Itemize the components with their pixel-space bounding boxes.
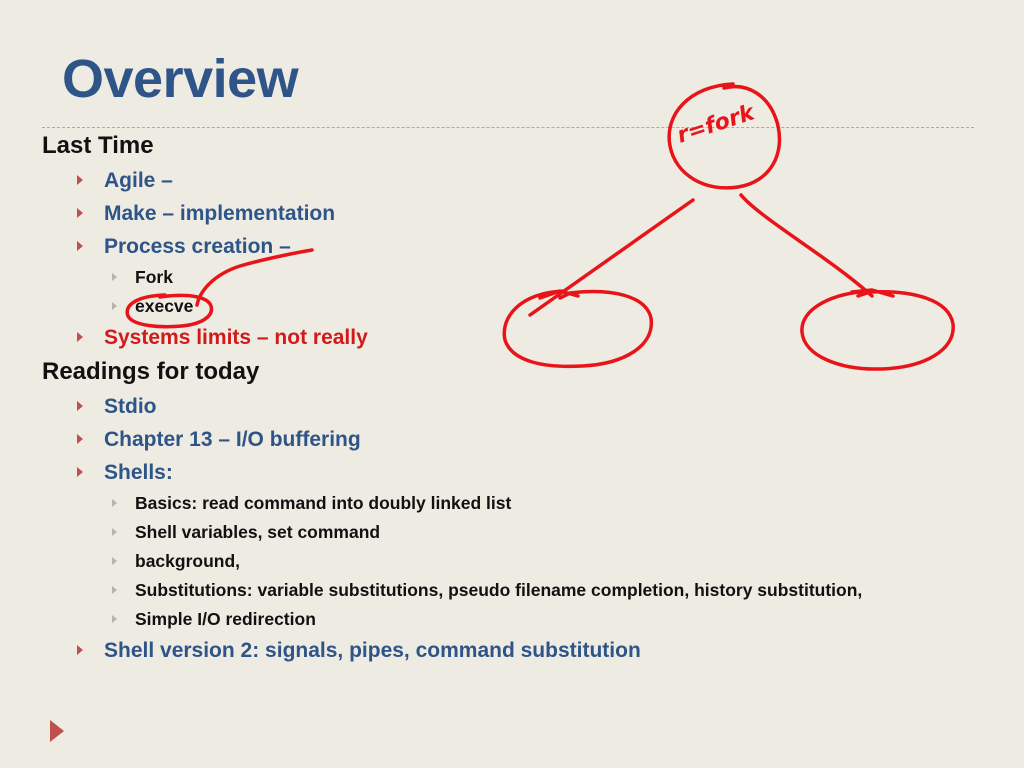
bullet-item bbox=[42, 164, 1002, 197]
bullet-arrow-icon bbox=[77, 332, 83, 342]
bullet-item bbox=[42, 456, 1002, 489]
bullet-item bbox=[42, 390, 1002, 423]
bullet-item bbox=[42, 321, 1002, 354]
sub-bullet-label: Basics: read command into doubly linked list bbox=[135, 493, 512, 513]
next-slide-arrow-icon bbox=[50, 720, 64, 742]
bullet-item bbox=[42, 197, 1002, 230]
sub-bullet-label: Fork bbox=[135, 267, 173, 287]
bullet-item bbox=[42, 423, 1002, 456]
sub-bullet-item bbox=[42, 489, 1002, 518]
sub-bullet-label: background, bbox=[135, 551, 241, 571]
slide-title: Overview bbox=[62, 49, 299, 109]
sub-bullet-label: Simple I/O redirection bbox=[135, 609, 316, 629]
bullet-arrow-icon bbox=[77, 241, 83, 251]
bullet-item bbox=[42, 230, 1002, 263]
bullet-label: Process creation – bbox=[104, 235, 291, 258]
sub-bullet-arrow-icon bbox=[112, 557, 117, 565]
sub-bullet-label: Shell variables, set command bbox=[135, 522, 381, 542]
sub-bullet-arrow-icon bbox=[112, 615, 117, 623]
sub-bullet-item bbox=[42, 518, 1002, 547]
sub-bullet-arrow-icon bbox=[112, 273, 117, 281]
bullet-arrow-icon bbox=[77, 467, 83, 477]
bullet-label: Stdio bbox=[104, 395, 157, 418]
handwritten-note: r=fork bbox=[674, 100, 758, 149]
bullet-label: Chapter 13 – I/O buffering bbox=[104, 428, 361, 451]
bullet-label: Make – implementation bbox=[104, 202, 336, 225]
sub-bullet-item bbox=[42, 263, 1002, 292]
sub-bullet-item bbox=[42, 292, 1002, 321]
bullet-arrow-icon bbox=[77, 175, 83, 185]
bullet-label: Shells: bbox=[104, 461, 173, 484]
bullet-arrow-icon bbox=[77, 645, 83, 655]
sub-bullet-arrow-icon bbox=[112, 499, 117, 507]
section-heading-readings: Readings for today bbox=[42, 358, 260, 385]
section-heading-last-time: Last Time bbox=[42, 132, 154, 159]
bullet-arrow-icon bbox=[77, 434, 83, 444]
sub-bullet-label: Substitutions: variable substitutions, pseudo filename completion, history substitution, bbox=[135, 580, 863, 600]
sub-bullet-item bbox=[42, 547, 1002, 576]
bullet-item bbox=[42, 634, 1002, 667]
bullet-arrow-icon bbox=[77, 401, 83, 411]
sub-bullet-arrow-icon bbox=[112, 528, 117, 536]
sub-bullet-arrow-icon bbox=[112, 302, 117, 310]
sub-bullet-label: execve bbox=[135, 296, 194, 316]
sub-bullet-item bbox=[42, 576, 1002, 605]
bullet-arrow-icon bbox=[77, 208, 83, 218]
bullet-label: Shell version 2: signals, pipes, command substitution bbox=[104, 639, 641, 662]
sub-bullet-item bbox=[42, 605, 1002, 634]
bullet-label: Agile – bbox=[104, 169, 173, 192]
bullet-label: Systems limits – not really bbox=[104, 326, 368, 349]
sub-bullet-arrow-icon bbox=[112, 586, 117, 594]
slide-body bbox=[42, 128, 1002, 667]
